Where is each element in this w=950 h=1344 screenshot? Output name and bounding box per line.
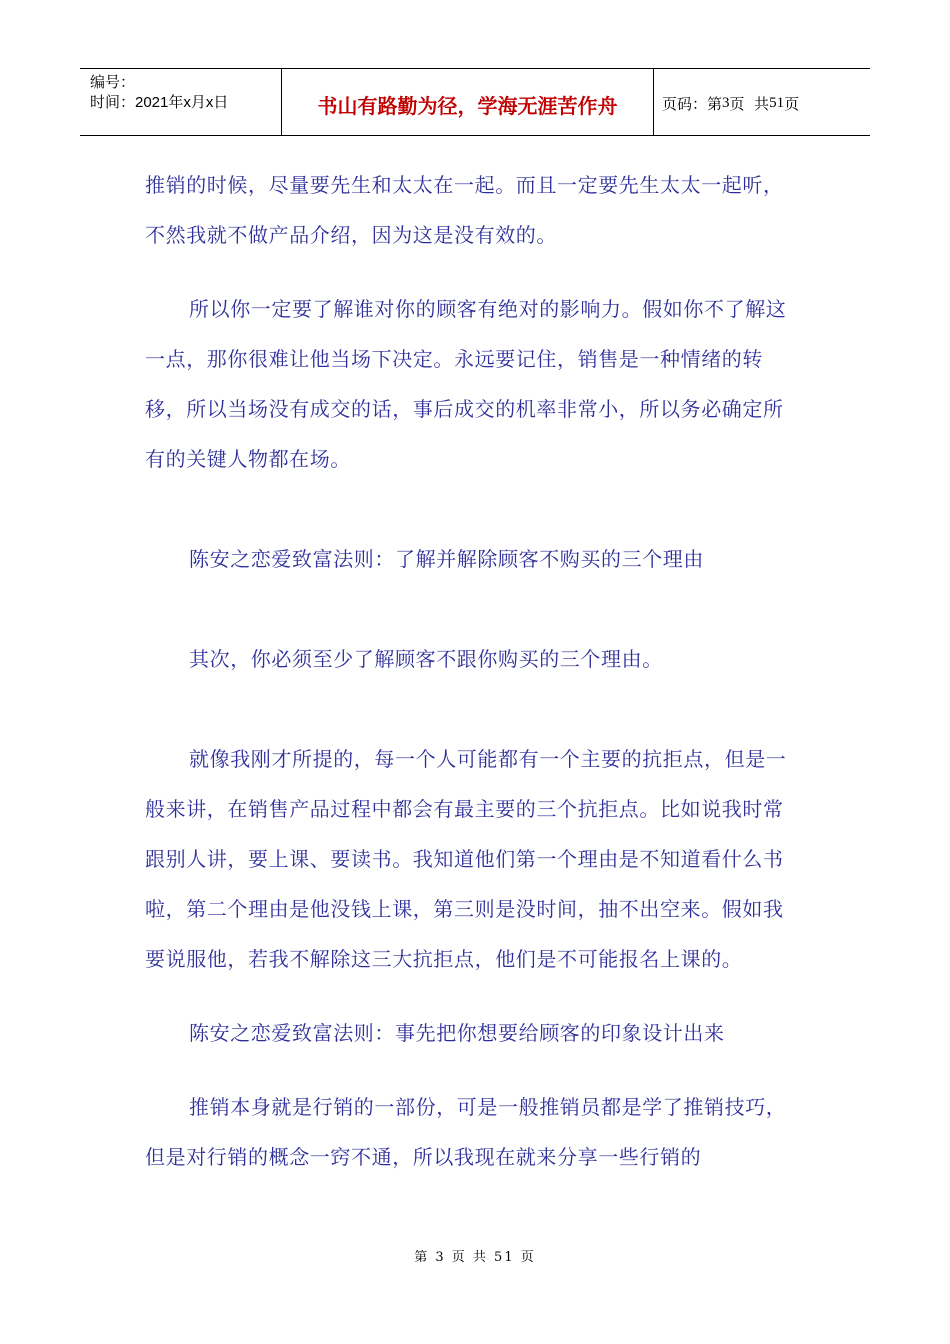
paragraph-1: 推销的时候，尽量要先生和太太在一起。而且一定要先生太太一起听，不然我就不做产品介绍，因为这是没有效的。: [145, 173, 784, 247]
document-body: [145, 160, 795, 1182]
page-mid: 页 共: [729, 94, 770, 113]
page-footer: 第 3 页 共 51 页: [414, 1250, 536, 1265]
page-suffix: 页: [784, 94, 800, 113]
section-heading-1: 陈安之恋爱致富法则：了解并解除顾客不购买的三个理由: [189, 547, 704, 571]
page-total: 51: [769, 94, 785, 111]
page-header: [80, 68, 870, 136]
paragraph-4: 就像我刚才所提的，每一个人可能都有一个主要的抗拒点，但是一般来讲，在销售产品过程中都会有最主要的三个抗拒点。比如说我时常跟别人讲，要上课、要读书。我知道他们第一个理由是不知道看什么书啦，第二个理由是他没钱上课，第三则是没时间，抽不出空来。假如我要说服他，若我不解除这三大抗拒点，他们是不可能报名上课的。: [145, 747, 787, 971]
header-meta: [80, 69, 282, 135]
document-time-label: 时间：2021年x月x日: [90, 94, 229, 111]
section-heading-2: 陈安之恋爱致富法则：事先把你想要给顾客的印象设计出来: [189, 1021, 725, 1045]
page-current: 3: [722, 94, 730, 111]
page-prefix: 页码：第: [662, 94, 723, 113]
paragraph-5: 推销本身就是行销的一部份，可是一般推销员都是学了推销技巧，但是对行销的概念一窍不通，所以我现在就来分享一些行销的: [145, 1095, 787, 1169]
header-motto: 书山有路勤为径，学海无涯苦作舟: [282, 69, 654, 135]
paragraph-2: 所以你一定要了解谁对你的顾客有绝对的影响力。假如你不了解这一点，那你很难让他当场下决定。永远要记住，销售是一种情绪的转移，所以当场没有成交的话，事后成交的机率非常小，所以务必确定所有的关键人物都在场。: [145, 297, 787, 471]
header-page-number: [654, 69, 870, 135]
paragraph-3: 其次，你必须至少了解顾客不跟你购买的三个理由。: [189, 647, 663, 671]
document-number-label: 编号：: [90, 74, 136, 91]
